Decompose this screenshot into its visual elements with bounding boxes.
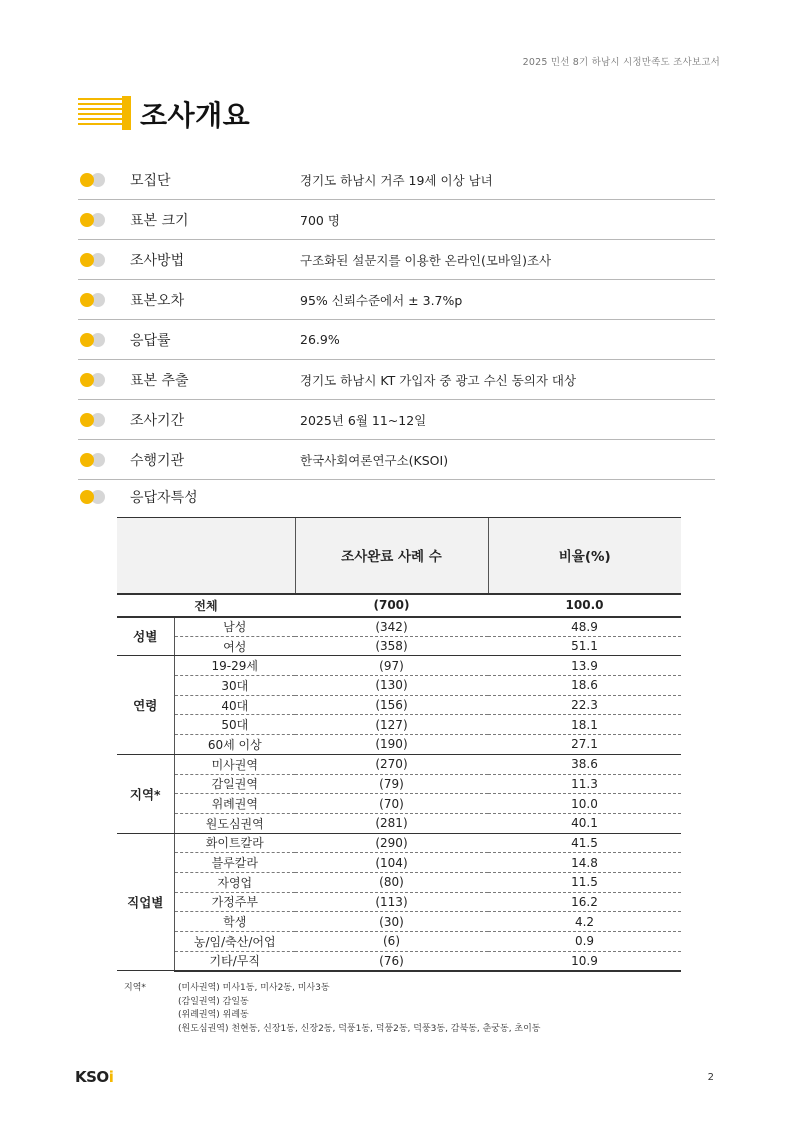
row-count: (80)	[295, 872, 488, 892]
group-label: 지역*	[117, 754, 174, 833]
row-label: 농/임/축산/어업	[174, 932, 295, 952]
row-count: (113)	[295, 892, 488, 912]
row-count: (30)	[295, 912, 488, 932]
overview-value: 경기도 하남시 KT 가입자 중 광고 수신 동의자 대상	[300, 372, 577, 388]
row-ratio: 10.9	[488, 951, 681, 971]
table-row	[117, 735, 681, 755]
bullet-dots-icon	[78, 330, 130, 350]
table-row	[117, 912, 681, 932]
table-row	[117, 656, 681, 676]
overview-label: 표본 추출	[130, 372, 189, 389]
survey-overview-list	[78, 160, 715, 514]
row-label: 위례권역	[174, 794, 295, 814]
group-label: 직업별	[117, 833, 174, 971]
row-count: (281)	[295, 813, 488, 833]
overview-row	[78, 400, 715, 440]
row-ratio: 13.9	[488, 656, 681, 676]
bullet-dots-icon	[78, 487, 130, 507]
overview-value: 2025년 6월 11~12일	[300, 412, 427, 428]
table-row	[117, 715, 681, 735]
row-ratio: 16.2	[488, 892, 681, 912]
row-ratio: 4.2	[488, 912, 681, 932]
row-count: (79)	[295, 774, 488, 794]
row-count: (127)	[295, 715, 488, 735]
overview-row	[78, 320, 715, 360]
table-row	[117, 676, 681, 696]
overview-label: 표본 크기	[130, 212, 189, 229]
footnote-line: (위례권역) 위례동	[178, 1010, 249, 1020]
row-count: (97)	[295, 656, 488, 676]
row-label: 50대	[174, 715, 295, 735]
table-row	[117, 932, 681, 952]
table-row	[117, 754, 681, 774]
row-label: 남성	[174, 617, 295, 637]
row-ratio: 18.1	[488, 715, 681, 735]
row-count: (270)	[295, 754, 488, 774]
row-label: 여성	[174, 636, 295, 656]
total-ratio: 100.0	[488, 594, 681, 617]
overview-label: 응답자특성	[130, 490, 198, 506]
footnote-line: (감일권역) 감일동	[178, 996, 249, 1007]
row-label: 60세 이상	[174, 735, 295, 755]
row-label: 40대	[174, 695, 295, 715]
title-decoration-lines	[78, 98, 126, 128]
row-label: 자영업	[174, 872, 295, 892]
row-count: (358)	[295, 636, 488, 656]
table-header-ratio: 비율(%)	[488, 518, 681, 594]
table-header-count: 조사완료 사례 수	[295, 518, 488, 594]
overview-row	[78, 480, 715, 514]
respondent-characteristics-table	[117, 517, 681, 972]
overview-row	[78, 280, 715, 320]
row-label: 가정주부	[174, 892, 295, 912]
report-header: 2025 민선 8기 하남시 시정만족도 조사보고서	[522, 57, 720, 68]
overview-row	[78, 200, 715, 240]
total-count: (700)	[295, 594, 488, 617]
row-ratio: 51.1	[488, 636, 681, 656]
row-ratio: 27.1	[488, 735, 681, 755]
row-count: (104)	[295, 853, 488, 873]
table-row	[117, 774, 681, 794]
table-row	[117, 636, 681, 656]
overview-value: 구조화된 설문지를 이용한 온라인(모바일)조사	[300, 252, 552, 268]
row-ratio: 38.6	[488, 754, 681, 774]
row-count: (130)	[295, 676, 488, 696]
bullet-dots-icon	[78, 370, 130, 390]
footnote-line: (원도심권역) 천현동, 신장1동, 신장2동, 덕풍1동, 덕풍2동, 덕풍3동, 감북동, 춘궁동, 초이동	[178, 1023, 541, 1034]
row-ratio: 10.0	[488, 794, 681, 814]
table-row	[117, 892, 681, 912]
table-row	[117, 794, 681, 814]
bullet-dots-icon	[78, 250, 130, 270]
table-row	[117, 951, 681, 971]
row-ratio: 41.5	[488, 833, 681, 853]
row-label: 19-29세	[174, 656, 295, 676]
bullet-dots-icon	[78, 170, 130, 190]
overview-label: 조사기간	[130, 412, 185, 429]
row-count: (342)	[295, 617, 488, 637]
overview-row	[78, 440, 715, 480]
bullet-dots-icon	[78, 450, 130, 470]
row-ratio: 14.8	[488, 853, 681, 873]
table-row	[117, 695, 681, 715]
table-row	[117, 833, 681, 853]
row-count: (70)	[295, 794, 488, 814]
bullet-dots-icon	[78, 290, 130, 310]
overview-row	[78, 160, 715, 200]
row-count: (6)	[295, 932, 488, 952]
group-label: 성별	[117, 617, 174, 656]
overview-label: 수행기관	[130, 452, 185, 469]
row-label: 화이트칼라	[174, 833, 295, 853]
page-number: 2	[707, 1072, 714, 1083]
overview-value: 95% 신뢰수준에서 ± 3.7%p	[300, 292, 463, 308]
overview-value: 700 명	[300, 212, 340, 228]
overview-value: 26.9%	[300, 332, 340, 347]
bullet-dots-icon	[78, 210, 130, 230]
row-count: (290)	[295, 833, 488, 853]
table-row	[117, 872, 681, 892]
overview-value: 경기도 하남시 거주 19세 이상 남녀	[300, 172, 493, 188]
total-label: 전체	[117, 594, 295, 617]
table-row	[117, 853, 681, 873]
row-count: (190)	[295, 735, 488, 755]
ksoi-logo: KSOi	[75, 1068, 114, 1086]
table-header-empty	[117, 518, 295, 594]
row-label: 학생	[174, 912, 295, 932]
row-ratio: 48.9	[488, 617, 681, 637]
row-ratio: 18.6	[488, 676, 681, 696]
row-label: 기타/무직	[174, 951, 295, 971]
overview-label: 응답률	[130, 332, 171, 349]
row-ratio: 11.5	[488, 872, 681, 892]
overview-row	[78, 360, 715, 400]
table-header-row	[117, 518, 681, 594]
footnote-lines	[178, 982, 628, 1036]
footnote-label: 지역*	[124, 983, 146, 993]
row-label: 원도심권역	[174, 813, 295, 833]
page-title: 조사개요	[140, 99, 251, 132]
overview-label: 조사방법	[130, 252, 185, 269]
row-label: 감일권역	[174, 774, 295, 794]
group-label: 연령	[117, 656, 174, 754]
row-ratio: 40.1	[488, 813, 681, 833]
table-row	[117, 813, 681, 833]
table-row	[117, 617, 681, 637]
row-ratio: 11.3	[488, 774, 681, 794]
overview-label: 모집단	[130, 172, 171, 189]
bullet-dots-icon	[78, 410, 130, 430]
table-total-row	[117, 594, 681, 617]
overview-value: 한국사회여론연구소(KSOI)	[300, 452, 449, 468]
row-count: (76)	[295, 951, 488, 971]
row-label: 미사권역	[174, 754, 295, 774]
footnote-line: (미사권역) 미사1동, 미사2동, 미사3동	[178, 983, 330, 993]
row-label: 30대	[174, 676, 295, 696]
overview-label: 표본오차	[130, 292, 185, 309]
title-accent-bar	[122, 96, 131, 130]
row-ratio: 0.9	[488, 932, 681, 952]
row-count: (156)	[295, 695, 488, 715]
overview-row	[78, 240, 715, 280]
section-title-block	[78, 96, 378, 130]
row-ratio: 22.3	[488, 695, 681, 715]
row-label: 블루칼라	[174, 853, 295, 873]
